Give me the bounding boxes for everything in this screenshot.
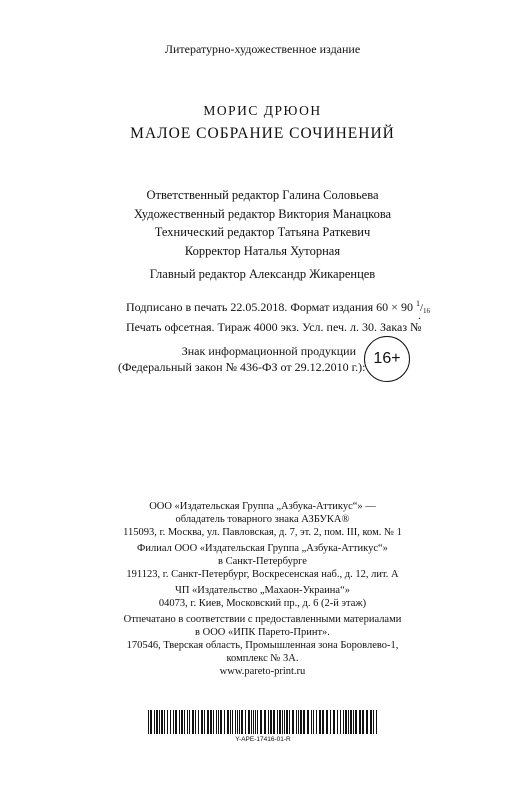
publisher-imprint <box>0 500 525 678</box>
staff-line: Ответственный редактор Галина Соловьева <box>146 188 379 202</box>
imprint-line: www.pareto-print.ru <box>219 666 306 677</box>
imprint-line: Отпечатано в соответствии с предоставленными материалами <box>123 614 402 625</box>
print-info <box>126 296 430 335</box>
imprint-line: ЧП «Издательство „Махаон-Украина“» <box>175 585 350 596</box>
imprint-block <box>0 584 525 610</box>
imprint-line: 04073, г. Киев, Московский пр., д. 6 (2-й этаж) <box>158 598 367 609</box>
imprint-line: обладатель товарного знака АЗБУКА® <box>175 514 350 525</box>
imprint-block <box>0 500 525 539</box>
staff-line: Корректор Наталья Хуторная <box>184 243 341 258</box>
age-rating-line: (Федеральный закон № 436-ФЗ от 29.12.2010 г.): <box>118 360 366 374</box>
age-rating-line: Знак информационной продукции <box>181 344 356 358</box>
staff-line: Художественный редактор Виктория Манацкова <box>133 206 392 221</box>
barcode-image <box>148 710 378 734</box>
print-info-line <box>126 296 430 319</box>
author-name: МОРИС ДРЮОН <box>203 103 322 118</box>
punctuation-mark: . <box>418 308 421 322</box>
format-numerator: 1 <box>415 299 420 308</box>
print-info-line: Печать офсетная. Тираж 4000 экз. Усл. печ. л. 30. Заказ № <box>126 320 422 334</box>
print-format-text: Подписано в печать 22.05.2018. Формат издания 60 × 90 <box>126 300 413 314</box>
imprint-line: 170546, Тверская область, Промышленная зона Боровлево-1, <box>126 640 399 651</box>
format-fraction: $^1$/16 <box>415 299 431 315</box>
staff-line: Технический редактор Татьяна Раткевич <box>154 225 371 239</box>
imprint-line: 191123, г. Санкт-Петербург, Воскресенская наб., д. 12, лит. А <box>126 569 399 580</box>
format-denominator: 16 <box>423 307 431 315</box>
imprint-line: 115093, г. Москва, ул. Павловская, д. 7, эт. 2, пом. III, ком. № 1 <box>123 527 402 538</box>
imprint-line: в Санкт-Петербурге <box>218 556 307 567</box>
editorial-staff <box>0 186 525 284</box>
imprint-line: Филиал ООО «Издательская Группа „Азбука-Аттикус“» <box>137 543 388 554</box>
age-rating-text <box>118 343 366 375</box>
age-rating-badge: 16+ <box>364 336 410 382</box>
staff-line: Главный редактор Александр Жикаренцев <box>149 267 376 281</box>
imprint-line: комплекс № 3А. <box>226 653 299 664</box>
imprint-line: ООО «Издательская Группа „Азбука-Аттикус“» — <box>149 501 376 512</box>
imprint-line: в ООО «ИПК Парето-Принт». <box>195 627 330 638</box>
book-title: МАЛОЕ СОБРАНИЕ СОЧИНЕНИЙ <box>130 125 395 142</box>
barcode-number: Y-APE-17416-01-R <box>235 736 291 743</box>
imprint-block <box>0 542 525 581</box>
imprint-block <box>0 613 525 678</box>
edition-type: Литературно-художественное издание <box>164 42 361 56</box>
